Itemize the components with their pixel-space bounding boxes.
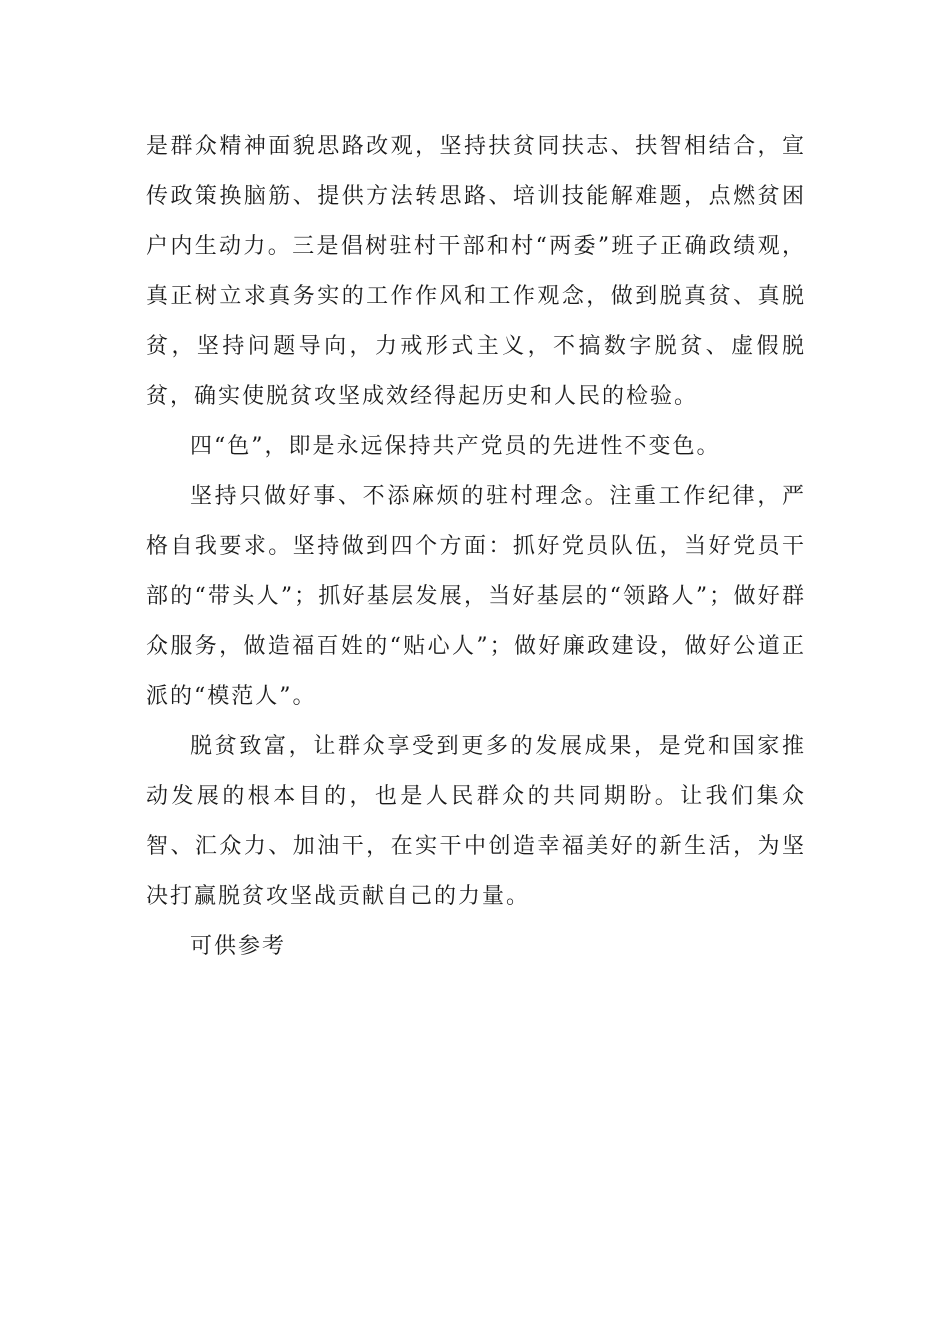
paragraph-3: 坚持只做好事、不添麻烦的驻村理念。注重工作纪律，严格自我要求。坚持做到四个方面：抓好党员队伍，当好党员干部的“带头人”；抓好基层发展，当好基层的“领路人”；做好群众服务，做造福百姓的“贴心人”；做好廉政建设，做好公道正派的“模范人”。	[146, 484, 806, 709]
paragraph-5: 可供参考	[190, 934, 287, 959]
document-body	[146, 122, 806, 972]
paragraph-1: 是群众精神面貌思路改观，坚持扶贫同扶志、扶智相结合，宣传政策换脑筋、提供方法转思路、培训技能解难题，点燃贫困户内生动力。三是倡树驻村干部和村“两委”班子正确政绩观，真正树立求真务实的工作作风和工作观念，做到脱真贫、真脱贫，坚持问题导向，力戒形式主义，不搞数字脱贫、虚假脱贫，确实使脱贫攻坚成效经得起历史和人民的检验。	[146, 134, 806, 409]
paragraph-4: 脱贫致富，让群众享受到更多的发展成果，是党和国家推动发展的根本目的，也是人民群众的共同期盼。让我们集众智、汇众力、加油干，在实干中创造幸福美好的新生活，为坚决打赢脱贫攻坚战贡献自己的力量。	[146, 734, 806, 909]
paragraph-2: 四“色”，即是永远保持共产党员的先进性不变色。	[190, 434, 721, 459]
